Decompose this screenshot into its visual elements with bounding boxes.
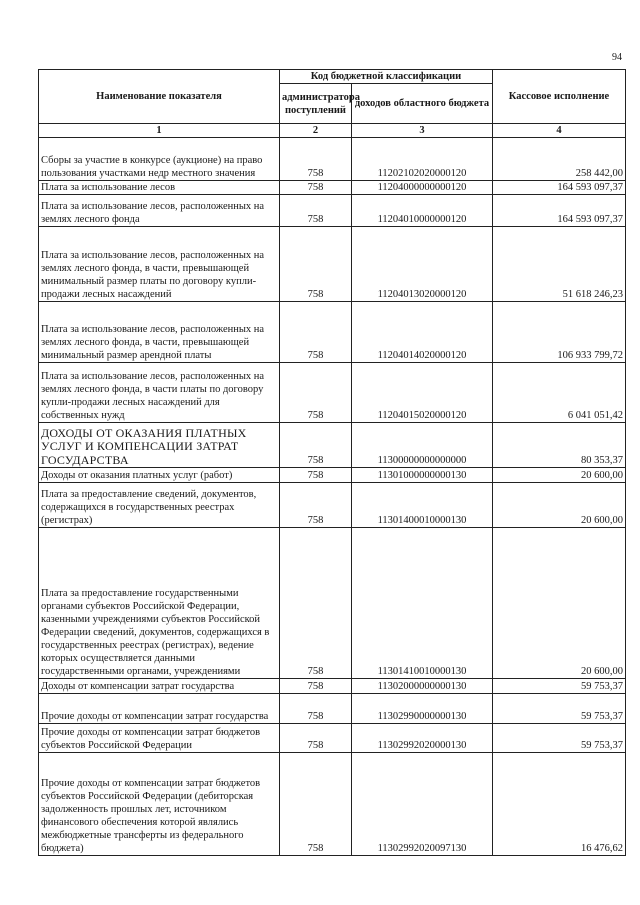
page-number: 94 <box>612 52 622 63</box>
row-name: Плата за использование лесов, расположенных на землях лесного фонда <box>39 195 280 227</box>
row-amount: 164 593 097,37 <box>493 181 626 195</box>
row-admin: 758 <box>280 679 352 694</box>
header-admin: администратора поступлений <box>280 84 352 124</box>
row-amount: 164 593 097,37 <box>493 195 626 227</box>
row-admin: 758 <box>280 195 352 227</box>
row-name: Доходы от компенсации затрат государства <box>39 679 280 694</box>
table-row <box>39 363 626 423</box>
row-admin: 758 <box>280 363 352 423</box>
row-code: 11204014020000120 <box>352 302 493 363</box>
row-name: Прочие доходы от компенсации затрат бюджетов субъектов Российской Федерации <box>39 724 280 753</box>
header-index-3: 3 <box>352 124 493 138</box>
row-code: 11300000000000000 <box>352 423 493 468</box>
row-name: ДОХОДЫ ОТ ОКАЗАНИЯ ПЛАТНЫХ УСЛУГ И КОМПЕНСАЦИИ ЗАТРАТ ГОСУДАРСТВА <box>39 423 280 468</box>
row-admin: 758 <box>280 483 352 528</box>
table-row <box>39 181 626 195</box>
row-admin: 758 <box>280 724 352 753</box>
row-amount: 20 600,00 <box>493 468 626 483</box>
row-amount: 59 753,37 <box>493 694 626 724</box>
row-amount: 16 476,62 <box>493 753 626 856</box>
row-amount: 59 753,37 <box>493 679 626 694</box>
row-admin: 758 <box>280 694 352 724</box>
table-row <box>39 528 626 679</box>
table-row <box>39 195 626 227</box>
header-code-group: Код бюджетной классификации <box>280 70 493 84</box>
table-row <box>39 227 626 302</box>
table-row <box>39 138 626 181</box>
row-code: 11204013020000120 <box>352 227 493 302</box>
row-amount: 59 753,37 <box>493 724 626 753</box>
row-name: Плата за использование лесов, расположенных на землях лесного фонда, в части платы по договору купли-продажи лесных насаждений для собственных нужд <box>39 363 280 423</box>
row-code: 11301000000000130 <box>352 468 493 483</box>
row-code: 11301410010000130 <box>352 528 493 679</box>
row-amount: 258 442,00 <box>493 138 626 181</box>
budget-table <box>38 69 626 856</box>
row-admin: 758 <box>280 138 352 181</box>
row-admin: 758 <box>280 227 352 302</box>
row-name: Плата за использование лесов <box>39 181 280 195</box>
row-admin: 758 <box>280 468 352 483</box>
row-name: Плата за использование лесов, расположенных на землях лесного фонда, в части, превышающей минимальный размер арендной платы <box>39 302 280 363</box>
row-amount: 20 600,00 <box>493 483 626 528</box>
row-amount: 106 933 799,72 <box>493 302 626 363</box>
header-name: Наименование показателя <box>39 70 280 124</box>
table-row <box>39 679 626 694</box>
row-code: 11301400010000130 <box>352 483 493 528</box>
row-name: Прочие доходы от компенсации затрат бюджетов субъектов Российской Федерации (дебиторская задолженность прошлых лет, источником финансового обеспечения которой являлись межбюджетные трансферты из федерального бюджета) <box>39 753 280 856</box>
table-row <box>39 468 626 483</box>
header-amount: Кассовое исполнение <box>493 70 626 124</box>
table-row <box>39 753 626 856</box>
row-code: 11204015020000120 <box>352 363 493 423</box>
row-name: Доходы от оказания платных услуг (работ) <box>39 468 280 483</box>
header-index-4: 4 <box>493 124 626 138</box>
row-amount: 80 353,37 <box>493 423 626 468</box>
row-code: 11302990000000130 <box>352 694 493 724</box>
row-admin: 758 <box>280 302 352 363</box>
row-amount: 51 618 246,23 <box>493 227 626 302</box>
table-row <box>39 302 626 363</box>
row-admin: 758 <box>280 528 352 679</box>
header-index-1: 1 <box>39 124 280 138</box>
table-row <box>39 483 626 528</box>
table-row <box>39 724 626 753</box>
header-index-2: 2 <box>280 124 352 138</box>
row-name: Прочие доходы от компенсации затрат государства <box>39 694 280 724</box>
row-name: Сборы за участие в конкурсе (аукционе) на право пользования участками недр местного значения <box>39 138 280 181</box>
table-row <box>39 423 626 468</box>
row-code: 11202102020000120 <box>352 138 493 181</box>
row-code: 11302000000000130 <box>352 679 493 694</box>
row-code: 11204010000000120 <box>352 195 493 227</box>
row-amount: 20 600,00 <box>493 528 626 679</box>
row-admin: 758 <box>280 423 352 468</box>
row-admin: 758 <box>280 753 352 856</box>
row-code: 11302992020097130 <box>352 753 493 856</box>
row-admin: 758 <box>280 181 352 195</box>
table-row <box>39 694 626 724</box>
row-code: 11302992020000130 <box>352 724 493 753</box>
row-name: Плата за использование лесов, расположенных на землях лесного фонда, в части, превышающей минимальный размер платы по договору купли-продажи лесных насаждений <box>39 227 280 302</box>
row-code: 11204000000000120 <box>352 181 493 195</box>
row-name: Плата за предоставление государственными органами субъектов Российской Федерации, казенными учреждениями субъектов Российской Федерации сведений, документов, содержащихся в государственных реестрах (регистрах), ведение которых осуществляется данными государственными органами, учреждениями <box>39 528 280 679</box>
header-income: доходов областного бюджета <box>352 84 493 124</box>
row-amount: 6 041 051,42 <box>493 363 626 423</box>
row-name: Плата за предоставление сведений, документов, содержащихся в государственных реестрах (регистрах) <box>39 483 280 528</box>
